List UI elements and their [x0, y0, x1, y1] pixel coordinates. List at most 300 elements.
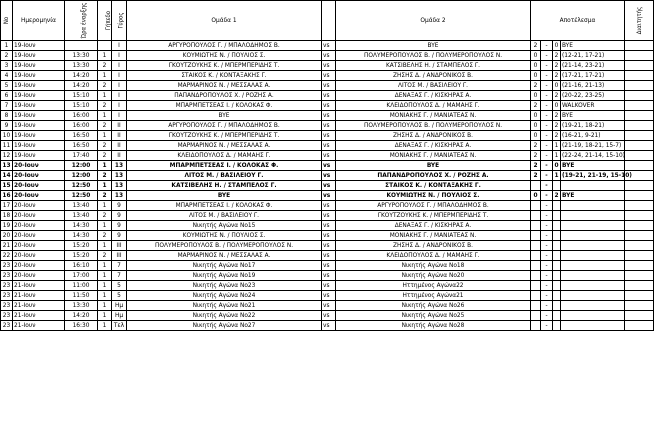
cell-vs: vs: [322, 221, 336, 231]
header-team1: Ομάδα 1: [127, 1, 322, 41]
cell-date: 21-Ιουν: [13, 311, 65, 321]
cell-team2: Νικητής Αγώνα Νο20: [336, 271, 531, 281]
cell-score-team1: [531, 291, 541, 301]
cell-vs: vs: [322, 211, 336, 221]
cell-time: 15:10: [65, 91, 98, 101]
cell-no: 21: [1, 241, 13, 251]
cell-date: 19-Ιουν: [13, 41, 65, 51]
cell-set-scores: BYE: [561, 191, 625, 201]
cell-date: 19-Ιουν: [13, 111, 65, 121]
cell-time: 12:50: [65, 191, 98, 201]
cell-referee: [625, 91, 654, 101]
cell-no: 11: [1, 141, 13, 151]
cell-team1: ΚΑΤΣΙΒΕΛΗΣ Η. / ΣΤΑΜΠΕΛΟΣ Γ.: [127, 181, 322, 191]
cell-referee: [625, 321, 654, 331]
cell-score-sep: -: [541, 271, 553, 281]
cell-time: 16:50: [65, 131, 98, 141]
cell-score-team1: 0: [531, 131, 541, 141]
cell-team1: ΚΟΥΜΙΩΤΗΣ Ν. / ΠΟΥΛΙΟΣ Σ.: [127, 51, 322, 61]
cell-score-sep: -: [541, 161, 553, 171]
cell-time: 14:20: [65, 71, 98, 81]
cell-vs: vs: [322, 111, 336, 121]
cell-time: 11:00: [65, 281, 98, 291]
cell-score-sep: -: [541, 81, 553, 91]
cell-court: 1: [98, 311, 112, 321]
cell-round: 9: [112, 231, 127, 241]
cell-score-team2: 0: [553, 101, 561, 111]
cell-time: 16:50: [65, 141, 98, 151]
cell-court: 2: [98, 61, 112, 71]
cell-court: 1: [98, 241, 112, 251]
cell-referee: [625, 161, 654, 171]
cell-referee: [625, 41, 654, 51]
cell-referee: [625, 141, 654, 151]
cell-team2: ΔΕΝΑΞΑΣ Γ. / ΚΙΣΚΗΡΑΣ Α.: [336, 91, 531, 101]
cell-score-team1: 0: [531, 111, 541, 121]
cell-date: 20-Ιουν: [13, 181, 65, 191]
cell-score-sep: -: [541, 301, 553, 311]
cell-score-sep: -: [541, 91, 553, 101]
cell-set-scores: [561, 181, 625, 191]
cell-referee: [625, 81, 654, 91]
cell-vs: vs: [322, 131, 336, 141]
table-row: [1, 271, 654, 281]
cell-no: 14: [2, 171, 11, 179]
cell-referee: [625, 301, 654, 311]
cell-round: Ημ: [112, 311, 127, 321]
cell-round: II: [112, 151, 127, 161]
cell-date: 19-Ιουν: [13, 91, 65, 101]
cell-round: 9: [112, 221, 127, 231]
cell-no: 13: [2, 161, 11, 169]
cell-team1: ΚΛΕΙΔΟΠΟΥΛΟΣ Δ. / ΜΑΜΑΗΣ Γ.: [127, 151, 322, 161]
table-row: [1, 61, 654, 71]
cell-team1: ΑΡΓΥΡΟΠΟΥΛΟΣ Γ. / ΜΠΑΛΟΔΗΜΟΣ Β.: [127, 41, 322, 51]
cell-no: 23: [1, 301, 13, 311]
cell-court: 2: [98, 211, 112, 221]
table-row: [1, 261, 654, 271]
cell-referee: [625, 271, 654, 281]
cell-set-scores: (20-22, 23-25): [561, 91, 625, 101]
cell-score-sep: -: [541, 231, 553, 241]
cell-team2: ΛΙΤΟΣ Μ. / ΒΑΣΙΛΕΙΟΥ Γ.: [336, 81, 531, 91]
cell-time: 14:20: [65, 81, 98, 91]
cell-set-scores: [561, 281, 625, 291]
cell-round: I: [112, 101, 127, 111]
cell-round: I: [112, 111, 127, 121]
cell-court: 2: [98, 191, 112, 201]
cell-score-team1: 2: [531, 171, 541, 181]
cell-referee: [625, 51, 654, 61]
cell-score-team2: 2: [553, 111, 561, 121]
cell-referee: [625, 101, 654, 111]
cell-date: 19-Ιουν: [13, 131, 65, 141]
cell-vs: vs: [322, 231, 336, 241]
cell-team2: ΔΕΝΑΞΑΣ Γ. / ΚΙΣΚΗΡΑΣ Α.: [336, 141, 531, 151]
cell-date: 21-Ιουν: [13, 291, 65, 301]
cell-date: 20-Ιουν: [13, 201, 65, 211]
cell-court: 2: [98, 101, 112, 111]
cell-team1: Νικητής Αγώνα Νο15: [127, 221, 322, 231]
cell-vs: vs: [322, 161, 336, 171]
cell-team2: ΜΟΝΙΑΚΗΣ Γ. / ΜΑΝΙΑΤΕΑΣ Ν.: [336, 231, 531, 241]
cell-no: 23: [1, 291, 13, 301]
cell-round: 7: [112, 271, 127, 281]
cell-set-scores: [561, 291, 625, 301]
cell-team2: ΔΕΝΑΞΑΣ Γ. / ΚΙΣΚΗΡΑΣ Α.: [336, 221, 531, 231]
cell-time: 17:00: [65, 271, 98, 281]
cell-score-sep: -: [541, 311, 553, 321]
cell-score-team1: 2: [531, 141, 541, 151]
cell-court: 1: [98, 71, 112, 81]
cell-court: 1: [98, 281, 112, 291]
cell-referee: [625, 121, 654, 131]
cell-court: 2: [98, 151, 112, 161]
cell-date: 20-Ιουν: [13, 251, 65, 261]
cell-time: 13:30: [65, 301, 98, 311]
cell-score-team2: [553, 281, 561, 291]
cell-court: 2: [98, 81, 112, 91]
cell-team1: ΜΑΡΜΑΡΙΝΟΣ Ν. / ΜΕΣΣΑΛΑΣ Α.: [127, 141, 322, 151]
table-row: [1, 311, 654, 321]
cell-vs: vs: [322, 41, 336, 51]
cell-score-team1: [531, 211, 541, 221]
cell-round: Τελ: [112, 321, 127, 331]
cell-set-scores: BYE: [561, 41, 625, 51]
cell-score-sep: -: [541, 121, 553, 131]
cell-vs: vs: [322, 181, 336, 191]
cell-vs: vs: [322, 261, 336, 271]
cell-score-sep: -: [541, 261, 553, 271]
cell-referee: [625, 241, 654, 251]
cell-time: 12:00: [65, 171, 98, 181]
cell-no: 1: [1, 41, 13, 51]
cell-time: 16:30: [65, 321, 98, 331]
cell-score-team1: [531, 251, 541, 261]
header-row: [1, 1, 654, 41]
cell-score-team2: 2: [553, 91, 561, 101]
cell-round: 13: [112, 161, 127, 171]
cell-no: 9: [1, 121, 13, 131]
cell-round: I: [112, 41, 127, 51]
table-row: [1, 131, 654, 141]
cell-round: I: [112, 81, 127, 91]
cell-team1: ΛΙΤΟΣ Μ. / ΒΑΣΙΛΕΙΟΥ Γ.: [127, 171, 322, 181]
cell-score-sep: -: [541, 101, 553, 111]
cell-score-team2: [553, 231, 561, 241]
cell-no: 17: [1, 201, 13, 211]
cell-round: II: [112, 141, 127, 151]
cell-team2: ΖΗΣΗΣ Δ. / ΑΝΔΡΟΝΙΚΟΣ Β.: [336, 241, 531, 251]
cell-round: 13: [112, 171, 127, 181]
cell-team1: ΜΑΡΜΑΡΙΝΟΣ Ν. / ΜΕΣΣΑΛΑΣ Α.: [127, 81, 322, 91]
cell-team2: ΠΟΛΥΜΕΡΟΠΟΥΛΟΣ Β. / ΠΟΛΥΜΕΡΟΠΟΥΛΟΣ Ν.: [336, 51, 531, 61]
cell-court: 1: [98, 221, 112, 231]
cell-no: 10: [1, 131, 13, 141]
table-row: [1, 171, 654, 181]
cell-score-team2: 2: [553, 121, 561, 131]
cell-set-scores: (22-24, 21-14, 15-10): [562, 151, 625, 159]
cell-set-scores: WALKOVER: [561, 101, 625, 111]
cell-time: 11:50: [65, 291, 98, 301]
cell-team2: Νικητής Αγώνα Νο18: [336, 261, 531, 271]
cell-round: 9: [112, 211, 127, 221]
table-row: [1, 321, 654, 331]
cell-score-team2: 1: [553, 141, 561, 151]
cell-no: 16: [2, 191, 11, 199]
cell-no: 23: [1, 261, 13, 271]
cell-time: 15:20: [65, 241, 98, 251]
cell-round: I: [112, 91, 127, 101]
cell-no: 15: [2, 181, 11, 189]
cell-set-scores: [561, 311, 625, 321]
cell-no: 22: [1, 251, 13, 261]
cell-score-team2: [553, 201, 561, 211]
cell-referee: [625, 281, 654, 291]
cell-vs: vs: [322, 81, 336, 91]
table-row: [1, 191, 654, 201]
cell-team2: Νικητής Αγώνα Νο28: [336, 321, 531, 331]
cell-score-team1: 0: [531, 51, 541, 61]
cell-referee: [625, 191, 654, 201]
header-team2: Ομάδα 2: [336, 1, 531, 41]
cell-date: 20-Ιουν: [13, 161, 65, 171]
table-row: [1, 231, 654, 241]
cell-score-team2: 0: [554, 161, 559, 169]
cell-date: 20-Ιουν: [13, 211, 65, 221]
table-row: [1, 161, 654, 171]
cell-time: 14:30: [65, 231, 98, 241]
cell-vs: vs: [322, 91, 336, 101]
cell-vs: vs: [322, 191, 336, 201]
cell-set-scores: [561, 271, 625, 281]
cell-team1: BYE: [127, 111, 322, 121]
table-row: [1, 121, 654, 131]
cell-date: 20-Ιουν: [13, 171, 65, 181]
cell-round: 13: [112, 181, 127, 191]
table-row: [1, 291, 654, 301]
cell-set-scores: [561, 301, 625, 311]
cell-date: 19-Ιουν: [13, 81, 65, 91]
table-row: [1, 221, 654, 231]
cell-vs: vs: [322, 201, 336, 211]
cell-vs: vs: [322, 241, 336, 251]
cell-court: [98, 41, 112, 51]
cell-set-scores: (21-16, 21-13): [561, 81, 625, 91]
cell-date: 19-Ιουν: [13, 51, 65, 61]
cell-team2: BYE: [336, 161, 531, 171]
table-row: [1, 41, 654, 51]
cell-score-sep: -: [541, 131, 553, 141]
cell-team2: ΖΗΣΗΣ Δ. / ΑΝΔΡΟΝΙΚΟΣ Β.: [336, 131, 531, 141]
cell-team1: Νικητής Αγώνα Νο24: [127, 291, 322, 301]
cell-score-sep: -: [541, 281, 553, 291]
cell-score-team1: [531, 281, 541, 291]
cell-team1: ΓΚΟΥΤΖΟΥΚΗΣ Κ. / ΜΠΕΡΜΠΕΡΙΔΗΣ Τ.: [127, 61, 322, 71]
cell-time: 17:40: [65, 151, 98, 161]
cell-time: 14:20: [65, 311, 98, 321]
cell-set-scores: (16-21, 9-21): [561, 131, 625, 141]
cell-team2: ΓΚΟΥΤΖΟΥΚΗΣ Κ. / ΜΠΕΡΜΠΕΡΙΔΗΣ Τ.: [336, 211, 531, 221]
cell-court: 2: [98, 141, 112, 151]
cell-score-team1: 2: [531, 151, 541, 161]
cell-date: 20-Ιουν: [13, 261, 65, 271]
cell-score-sep: -: [541, 191, 553, 201]
cell-date: 21-Ιουν: [13, 281, 65, 291]
cell-score-team1: [531, 311, 541, 321]
cell-team1: ΠΟΛΥΜΕΡΟΠΟΥΛΟΣ Β. / ΠΟΛΥΜΕΡΟΠΟΥΛΟΣ Ν.: [127, 241, 322, 251]
cell-team1: BYE: [127, 191, 322, 201]
cell-team1: Νικητής Αγώνα Νο27: [127, 321, 322, 331]
cell-date: 20-Ιουν: [13, 271, 65, 281]
cell-referee: [625, 151, 654, 161]
cell-vs: vs: [322, 171, 336, 181]
cell-set-scores: [561, 321, 625, 331]
cell-score-team2: [553, 211, 561, 221]
cell-score-sep: -: [541, 201, 553, 211]
cell-court: 2: [98, 231, 112, 241]
cell-time: 13:30: [65, 61, 98, 71]
cell-score-team2: [553, 261, 561, 271]
cell-team2: ΜΟΝΙΑΚΗΣ Γ. / ΜΑΝΙΑΤΕΑΣ Ν.: [336, 111, 531, 121]
cell-round: III: [112, 241, 127, 251]
cell-round: II: [112, 121, 127, 131]
cell-date: 20-Ιουν: [13, 231, 65, 241]
cell-time: 14:30: [65, 221, 98, 231]
cell-score-sep: -: [541, 51, 553, 61]
header-court: Γήπεδο: [98, 1, 112, 41]
cell-score-team2: [553, 291, 561, 301]
cell-round: 7: [112, 261, 127, 271]
cell-score-team2: [553, 321, 561, 331]
cell-score-team2: [553, 241, 561, 251]
cell-no: 19: [1, 221, 13, 231]
cell-round: 13: [112, 191, 127, 201]
cell-set-scores: [561, 221, 625, 231]
cell-team1: Νικητής Αγώνα Νο21: [127, 301, 322, 311]
cell-score-sep: -: [541, 221, 553, 231]
cell-time: 15:10: [65, 101, 98, 111]
cell-team1: ΣΤΑΙΚΟΣ Κ. / ΚΟΝΤΑΞΑΚΗΣ Γ.: [127, 71, 322, 81]
cell-score-sep: -: [541, 41, 553, 51]
cell-set-scores: [561, 261, 625, 271]
table-row: [1, 151, 654, 161]
cell-vs: vs: [322, 321, 336, 331]
cell-score-team1: [531, 301, 541, 311]
cell-no: 3: [1, 61, 13, 71]
cell-vs: vs: [322, 251, 336, 261]
cell-no: 2: [1, 51, 13, 61]
cell-team1: Νικητής Αγώνα Νο19: [127, 271, 322, 281]
cell-court: 1: [98, 111, 112, 121]
cell-score-sep: -: [541, 111, 553, 121]
cell-team1: ΜΠΑΡΜΠΕΤΣΕΑΣ Ι. / ΚΟΛΟΚΑΣ Φ.: [127, 201, 322, 211]
cell-vs: vs: [322, 51, 336, 61]
cell-court: 1: [98, 131, 112, 141]
cell-score-team1: [531, 241, 541, 251]
cell-date: 20-Ιουν: [13, 241, 65, 251]
cell-referee: [625, 131, 654, 141]
cell-time: 12:00: [65, 161, 98, 171]
cell-team2: ΑΡΓΥΡΟΠΟΥΛΟΣ Γ. / ΜΠΑΛΟΔΗΜΟΣ Β.: [336, 201, 531, 211]
cell-score-team2: 2: [554, 191, 559, 199]
cell-time: 16:00: [65, 111, 98, 121]
cell-team1: ΜΑΡΜΑΡΙΝΟΣ Ν. / ΜΕΣΣΑΛΑΣ Α.: [127, 251, 322, 261]
cell-team1: ΛΙΤΟΣ Μ. / ΒΑΣΙΛΕΙΟΥ Γ.: [127, 211, 322, 221]
cell-round: 9: [112, 201, 127, 211]
cell-date: 19-Ιουν: [13, 101, 65, 111]
cell-score-team2: [553, 271, 561, 281]
table-row: [1, 211, 654, 221]
cell-referee: [625, 201, 654, 211]
cell-score-sep: -: [541, 71, 553, 81]
cell-score-team2: 0: [553, 81, 561, 91]
cell-score-team1: 0: [531, 71, 541, 81]
cell-set-scores: [561, 231, 625, 241]
table-row: [1, 111, 654, 121]
cell-date: 21-Ιουν: [13, 301, 65, 311]
table-row: [1, 181, 654, 191]
header-round: Γύρος: [112, 1, 127, 41]
cell-vs: vs: [322, 71, 336, 81]
cell-referee: [625, 291, 654, 301]
cell-score-team2: 2: [553, 51, 561, 61]
cell-score-sep: -: [541, 251, 553, 261]
table-row: [1, 201, 654, 211]
cell-date: 19-Ιουν: [13, 61, 65, 71]
cell-time: 16:10: [65, 261, 98, 271]
header-date: Ημερομηνία: [13, 1, 65, 41]
cell-team1: Νικητής Αγώνα Νο23: [127, 281, 322, 291]
cell-score-team2: [553, 251, 561, 261]
cell-score-team2: 2: [553, 131, 561, 141]
cell-vs: vs: [322, 271, 336, 281]
table-row: [1, 101, 654, 111]
table-row: [1, 71, 654, 81]
cell-round: III: [112, 251, 127, 261]
cell-set-scores: (19-21, 21-19, 15-10): [562, 171, 632, 179]
cell-referee: [625, 311, 654, 321]
cell-score-team1: 0: [531, 61, 541, 71]
cell-no: 6: [1, 91, 13, 101]
cell-score-team1: [531, 321, 541, 331]
cell-team2: ΖΗΣΗΣ Δ. / ΑΝΔΡΟΝΙΚΟΣ Β.: [336, 71, 531, 81]
header-referee: Διαιτητής: [625, 1, 654, 41]
cell-score-team2: 0: [553, 41, 561, 51]
cell-date: 20-Ιουν: [13, 221, 65, 231]
cell-score-team1: [531, 201, 541, 211]
cell-court: 1: [98, 91, 112, 101]
cell-referee: [625, 181, 654, 191]
cell-team1: ΚΟΥΜΙΩΤΗΣ Ν. / ΠΟΥΛΙΟΣ Σ.: [127, 231, 322, 241]
cell-time: 15:20: [65, 251, 98, 261]
cell-score-sep: -: [541, 151, 553, 161]
cell-time: 16:00: [65, 121, 98, 131]
table-row: [1, 81, 654, 91]
cell-score-team2: 2: [553, 71, 561, 81]
cell-team1: ΓΚΟΥΤΖΟΥΚΗΣ Κ. / ΜΠΕΡΜΠΕΡΙΔΗΣ Τ.: [127, 131, 322, 141]
cell-no: 4: [1, 71, 13, 81]
cell-referee: [625, 61, 654, 71]
cell-score-sep: -: [541, 141, 553, 151]
cell-score-team1: 2: [531, 41, 541, 51]
cell-no: 23: [1, 271, 13, 281]
cell-team2: Ηττημένος Αγώνα22: [336, 281, 531, 291]
cell-court: 1: [98, 51, 112, 61]
cell-no: 20: [1, 231, 13, 241]
cell-date: 19-Ιουν: [13, 141, 65, 151]
cell-court: 1: [98, 291, 112, 301]
